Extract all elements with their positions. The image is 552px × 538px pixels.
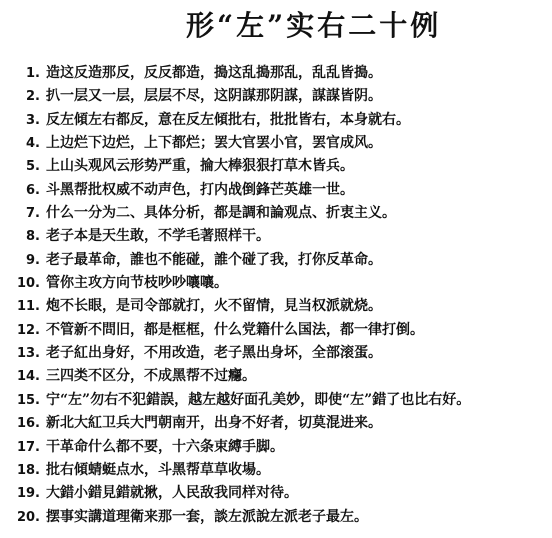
item-number: 18. (16, 462, 40, 478)
item-number: 11. (16, 299, 40, 315)
list-item (14, 179, 548, 202)
item-number: 16. (16, 416, 40, 432)
item-number: 8. (26, 229, 40, 245)
item-text: 造这反造那反，反反都造，搗这乱搗那乱，乱乱皆搗。 (46, 65, 382, 81)
item-number: 3. (26, 112, 40, 128)
item-text: 老子紅出身好，不用改造，老子黑出身坏，全部滚蛋。 (46, 345, 382, 362)
item-number: 4. (26, 136, 40, 152)
list-item (14, 272, 548, 295)
item-text: 摆事实講道理衛来那一套，談左派說左派老子最左。 (46, 508, 368, 525)
list-item (14, 225, 548, 248)
item-number: 20. (16, 509, 40, 525)
list-item (14, 482, 548, 505)
item-text: 批右傾蜻蜓点水，斗黑帮草草收場。 (46, 461, 270, 478)
list-item (14, 389, 548, 412)
item-number: 2. (26, 89, 40, 105)
item-text: 扒一层又一层，层层不尽，这阴謀那阴謀，謀謀皆阴。 (46, 88, 382, 105)
list-item (14, 412, 548, 435)
list-item (14, 62, 548, 85)
item-text: 不管新不問旧，都是框框，什么党籍什么国法，都一律打倒。 (46, 321, 424, 338)
list-item (14, 506, 548, 529)
item-number: 12. (16, 322, 40, 338)
list-item (14, 85, 548, 108)
item-number: 7. (26, 206, 40, 222)
item-text: 老子本是天生敢，不学毛著照样干。 (46, 228, 270, 245)
item-number: 13. (16, 346, 40, 362)
item-number: 6. (26, 182, 40, 198)
list-item (14, 342, 548, 365)
list-item (14, 109, 548, 132)
numbered-list (14, 62, 548, 529)
item-text: 大錯小錯見錯就揪，人民敌我同样对待。 (46, 485, 298, 502)
item-text: 新北大紅卫兵大門朝南开，出身不好者，切莫混进来。 (46, 415, 382, 432)
list-item (14, 295, 548, 318)
item-text: 炮不长眼，是司令部就打，火不留情，見当权派就烧。 (46, 298, 382, 315)
item-number: 15. (16, 392, 40, 408)
item-number: 19. (16, 486, 40, 502)
item-number: 14. (16, 369, 40, 385)
list-item (14, 459, 548, 482)
item-number: 1. (26, 66, 40, 81)
item-text: 管你主攻方向节枝吵吵嚷嚷。 (46, 275, 228, 292)
item-text: 斗黑帮批权威不动声色，打内战倒鋒芒英雄一世。 (46, 181, 354, 198)
list-item (14, 155, 548, 178)
list-item (14, 436, 548, 459)
list-item (14, 365, 548, 388)
list-item (14, 132, 548, 155)
item-number: 10. (16, 276, 40, 292)
item-text: 宁“左”勿右不犯錯誤，越左越好面孔美妙，即使“左”錯了也比右好。 (46, 391, 471, 408)
page-title: 形“左”实右二十例 (186, 9, 442, 42)
item-text: 什么一分为二、具体分析，都是調和論观点、折衷主义。 (46, 205, 396, 222)
list-item (14, 319, 548, 342)
item-text: 老子最革命，誰也不能碰，誰个碰了我，打你反革命。 (46, 251, 382, 268)
item-text: 上山头观风云形势严重，掄大棒狠狠打草木皆兵。 (46, 158, 354, 175)
item-number: 5. (26, 159, 40, 175)
list-item (14, 202, 548, 225)
item-text: 上边烂下边烂，上下都烂；罢大官罢小官，罢官成风。 (46, 135, 382, 152)
item-text: 干革命什么都不要，十六条束縛手脚。 (46, 438, 284, 455)
item-text: 三四类不区分，不成黑帮不过癮。 (46, 368, 256, 385)
list-item (14, 249, 548, 272)
item-text: 反左傾左右都反，意在反左傾批右，批批皆右，本身就右。 (46, 111, 410, 128)
item-number: 9. (26, 252, 40, 268)
item-number: 17. (16, 439, 40, 455)
